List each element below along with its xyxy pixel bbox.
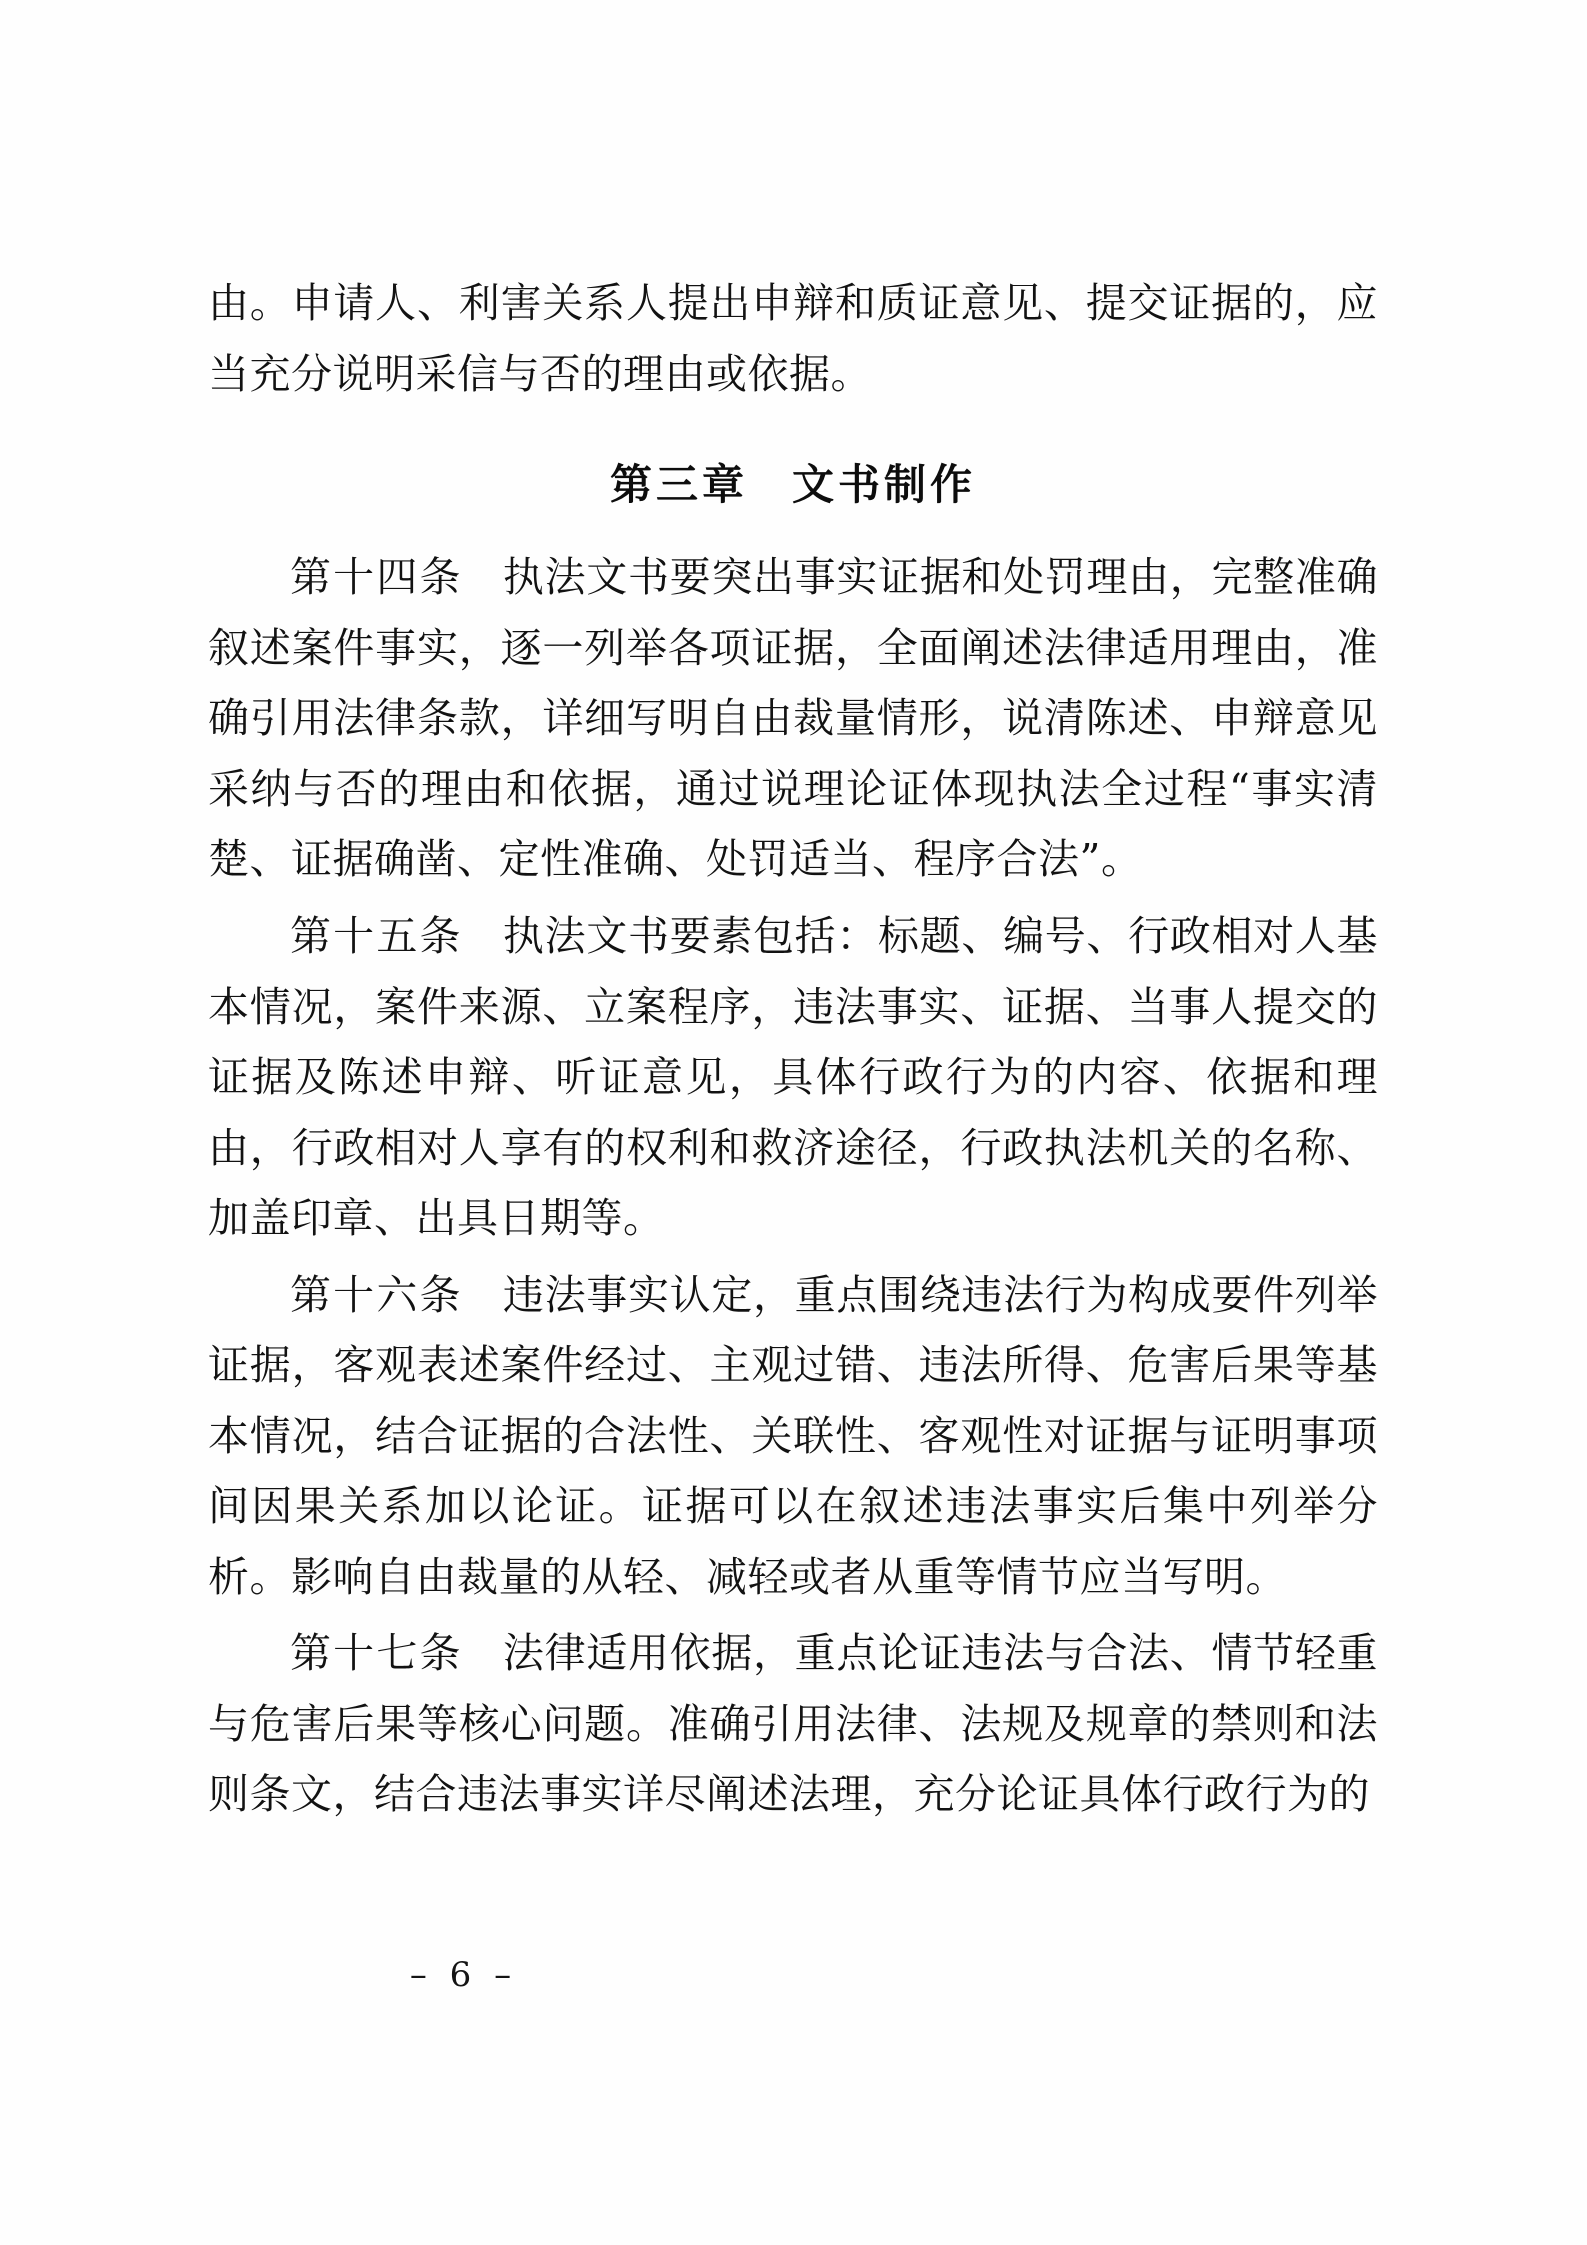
article-paragraph (208, 901, 1378, 1254)
document-body (208, 268, 1378, 1836)
chapter-heading-title: 文书制作 (792, 460, 977, 510)
article-label: 第十六条 (290, 1270, 463, 1319)
article-paragraph (208, 1260, 1378, 1613)
article-label: 第十五条 (290, 912, 463, 960)
chapter-heading (208, 449, 1378, 520)
article-text: 执法文书要素包括：标题、编号、行政相对人基本情况，案件来源、立案程序，违法事实、证据、当事人提交的证据及陈述申辩、听证意见，具体行政行为的内容、依据和理由，行政相对人享有的权利和救济途径，行政执法机关的名称、加盖印章、出具日期等。 (208, 912, 1379, 1243)
article-label: 第十七条 (290, 1629, 463, 1678)
article-text: 违法事实认定，重点围绕违法行为构成要件列举证据，客观表述案件经过、主观过错、违法所得、危害后果等基本情况，结合证据的合法性、关联性、客观性对证据与证明事项间因果关系加以论证。证据可以在叙述违法事实后集中列举分析。影响自由裁量的从轻、减轻或者从重等情节应当写明。 (208, 1270, 1379, 1601)
article-text: 执法文书要突出事实证据和处罚理由，完整准确叙述案件事实，逐一列举各项证据，全面阐述法律适用理由，准确引用法律条款，详细写明自由裁量情形，说清陈述、申辩意见采纳与否的理由和依据，通过说理论证体现执法全过程“事实清楚、证据确凿、定性准确、处罚适当、程序合法”。 (208, 553, 1379, 884)
paragraph-continuation: 由。申请人、利害关系人提出申辩和质证意见、提交证据的，应当充分说明采信与否的理由或依据。 (208, 279, 1378, 398)
page-number-value: – 6 – (409, 1955, 518, 1995)
page-number (0, 1955, 1587, 1995)
article-text: 法律适用依据，重点论证违法与合法、情节轻重与危害后果等核心问题。准确引用法律、法规及规章的禁则和法则条文，结合违法事实详尽阐述法理，充分论证具体行政行为的 (208, 1629, 1379, 1819)
article-paragraph (208, 542, 1378, 895)
article-paragraph (208, 1618, 1378, 1830)
chapter-heading-label: 第三章 (609, 460, 748, 510)
article-label: 第十四条 (290, 553, 463, 602)
